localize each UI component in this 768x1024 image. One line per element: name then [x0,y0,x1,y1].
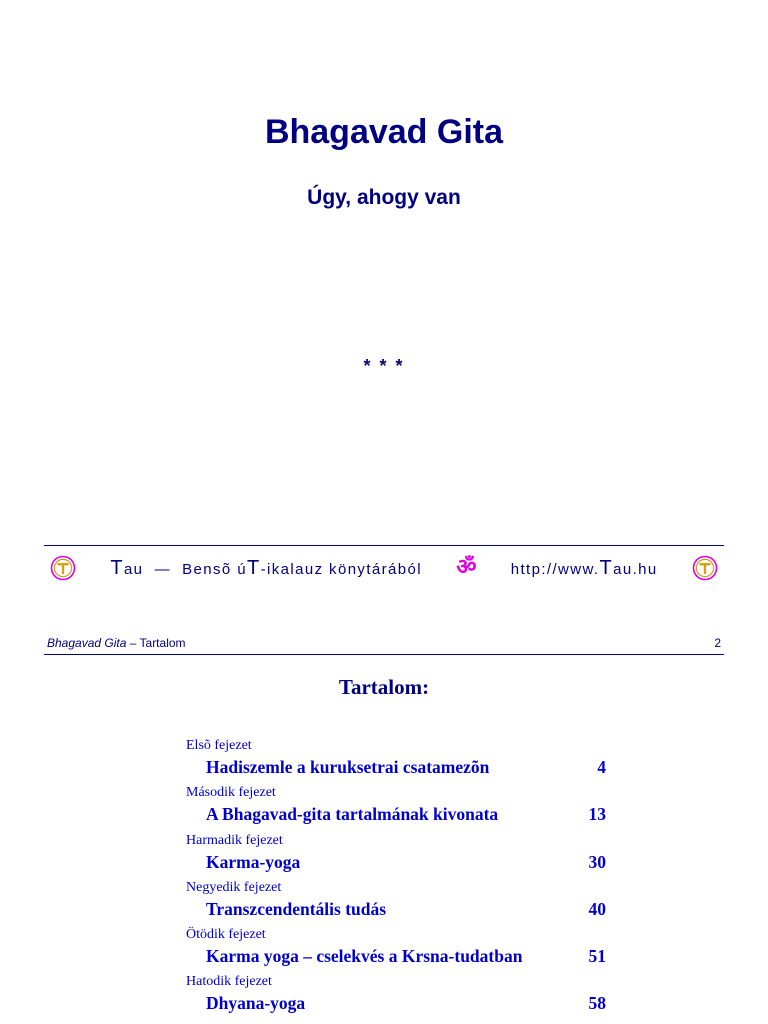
running-header-section: – Tartalom [126,636,186,650]
footer-divider [44,545,724,546]
section-separator: * * * [363,356,405,376]
toc-page-number: 13 [588,804,606,825]
toc-line [186,803,606,825]
toc-page-number: 30 [588,851,606,872]
toc-chapter-label: Harmadik fejezet [186,832,283,848]
toc-title: Karma-yoga [206,851,301,872]
toc-chapter-label: Negyedik fejezet [186,879,282,895]
running-header-book: Bhagavad Gita [47,636,127,650]
toc-title: Dhyana-yoga [206,993,306,1014]
toc-line [186,898,606,920]
toc-title: Karma yoga – cselekvés a Krsna-tudatban [206,946,523,967]
book-subtitle: Úgy, ahogy van [307,186,461,209]
toc-title: A Bhagavad-gita tartalmának kivonata [206,804,499,825]
toc-chapter-label: Hatodik fejezet [186,974,272,990]
url-part-a: http://www. [510,560,600,578]
toc-heading: Tartalom: [338,675,430,699]
om-icon: ॐ [456,555,477,580]
table-of-contents [186,737,606,1021]
url-part-b: au.hu [613,560,658,578]
toc-line [186,756,606,778]
toc-page-number: 4 [597,757,606,777]
brand-rest: au [123,560,144,578]
toc-entry[interactable] [186,784,606,831]
toc-line [186,992,606,1014]
tagline-t: T [246,556,261,579]
toc-chapter-label: Második fejezet [186,785,276,801]
running-header-title [47,636,186,650]
tau-cross-circle-icon [692,555,718,581]
brand-initial: T [110,556,124,579]
footer-tagline [110,557,422,580]
toc-page-number: 40 [588,898,606,919]
book-title: Bhagavad Gita [264,113,504,151]
toc-entry[interactable] [186,832,606,879]
header-divider [44,654,724,655]
toc-title: Hadiszemle a kuruksetrai csatamezõn [206,757,490,777]
tagline-part-b: -ikalauz könytárából [260,560,422,578]
toc-title: Transzcendentális tudás [206,898,387,919]
toc-entry[interactable] [186,879,606,926]
footer-dash: — [154,560,171,578]
running-header [47,636,721,650]
page-number: 2 [714,636,721,650]
toc-line [186,945,606,967]
url-t: T [599,556,614,579]
footer-url[interactable] [511,557,658,580]
toc-entry[interactable] [186,926,606,973]
toc-page-number: 51 [588,946,606,967]
toc-entry[interactable] [186,737,606,784]
tau-cross-circle-icon [50,555,76,581]
toc-page-number: 58 [588,993,606,1014]
publisher-footer [50,550,718,586]
toc-chapter-label: Ötödik fejezet [186,927,266,943]
tagline-part-a: Bensõ ú [182,560,247,578]
toc-line [186,851,606,873]
toc-entry[interactable] [186,973,606,1020]
toc-chapter-label: Elsõ fejezet [186,738,252,753]
